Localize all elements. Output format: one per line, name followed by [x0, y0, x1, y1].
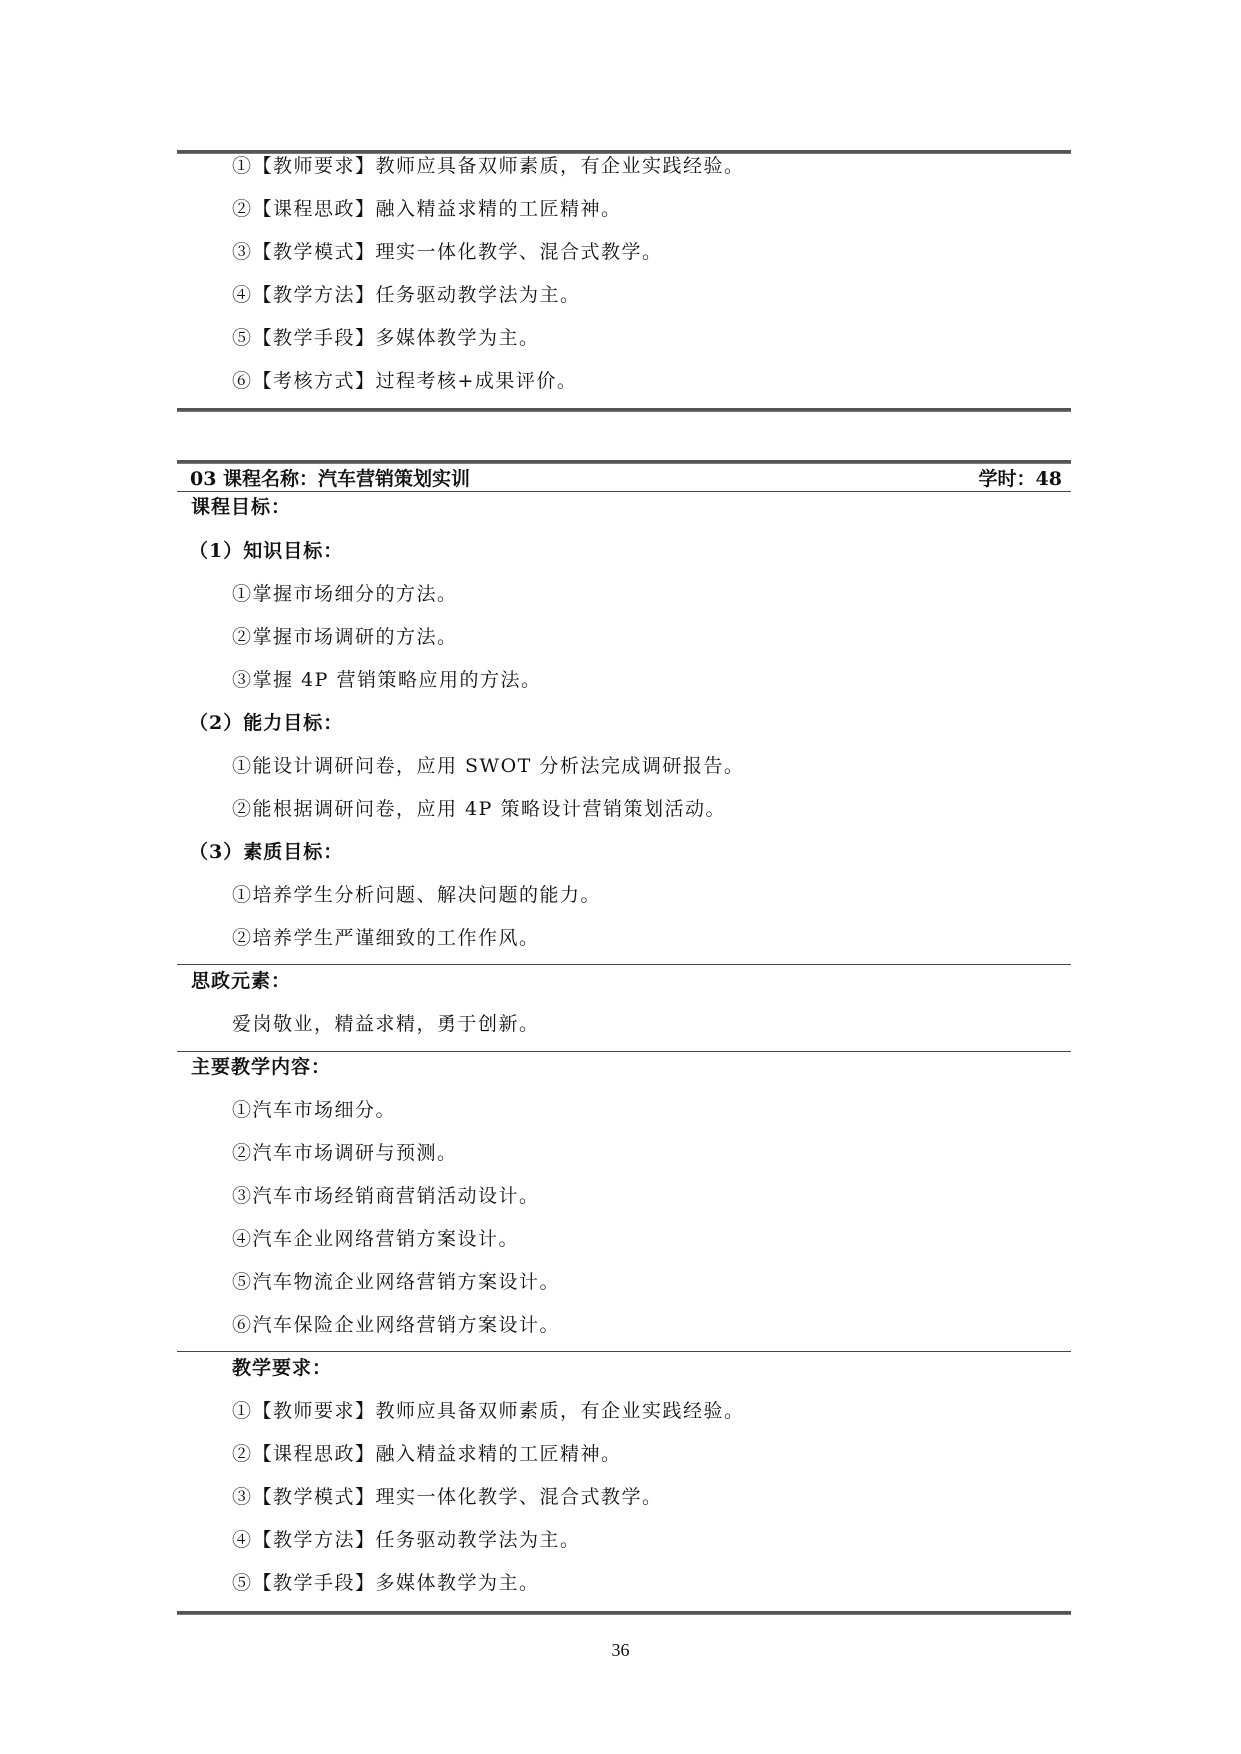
requirement-item-1: ①【教师要求】教师应具备双师素质，有企业实践经验。 — [232, 1400, 745, 1422]
top-block-bottom-rule — [177, 408, 1071, 412]
ability-label: （2）能力目标： — [189, 712, 344, 734]
ability-item-1: ①能设计调研问卷，应用 SWOT 分析法完成调研报告。 — [232, 755, 745, 777]
ideology-text: 爱岗敬业，精益求精，勇于创新。 — [232, 1013, 540, 1035]
content-item-4: ④汽车企业网络营销方案设计。 — [232, 1228, 520, 1250]
course-title: 03 课程名称：汽车营销策划实训 — [190, 468, 471, 490]
requirement-item-4: ④【教学方法】任务驱动教学法为主。 — [232, 1529, 581, 1551]
quality-item-2: ②培养学生严谨细致的工作作风。 — [232, 927, 540, 949]
content-item-1: ①汽车市场细分。 — [232, 1099, 397, 1121]
top-req-item-6: ⑥【考核方式】过程考核+成果评价。 — [232, 370, 578, 392]
requirements-label: 教学要求： — [232, 1357, 333, 1379]
knowledge-label: （1）知识目标： — [189, 540, 344, 562]
content-rule — [177, 1051, 1071, 1052]
top-req-item-3: ③【教学模式】理实一体化教学、混合式教学。 — [232, 241, 663, 263]
course-title-rule — [177, 491, 1071, 492]
top-req-item-4: ④【教学方法】任务驱动教学法为主。 — [232, 284, 581, 306]
quality-item-1: ①培养学生分析问题、解决问题的能力。 — [232, 884, 602, 906]
top-req-item-5: ⑤【教学手段】多媒体教学为主。 — [232, 327, 540, 349]
knowledge-item-3: ③掌握 4P 营销策略应用的方法。 — [232, 669, 542, 691]
content-item-2: ②汽车市场调研与预测。 — [232, 1142, 458, 1164]
content-item-3: ③汽车市场经销商营销活动设计。 — [232, 1185, 540, 1207]
ideology-rule — [177, 964, 1071, 965]
page-number: 36 — [611, 1640, 630, 1660]
knowledge-item-2: ②掌握市场调研的方法。 — [232, 626, 458, 648]
course-top-rule — [177, 460, 1071, 464]
course-title-row — [190, 466, 1062, 492]
top-req-item-1: ①【教师要求】教师应具备双师素质，有企业实践经验。 — [232, 155, 745, 177]
content-label: 主要教学内容： — [191, 1056, 332, 1078]
requirement-item-3: ③【教学模式】理实一体化教学、混合式教学。 — [232, 1486, 663, 1508]
course-hours: 学时：48 — [978, 468, 1062, 490]
quality-label: （3）素质目标： — [189, 841, 344, 863]
top-req-item-2: ②【课程思政】融入精益求精的工匠精神。 — [232, 198, 622, 220]
requirement-item-2: ②【课程思政】融入精益求精的工匠精神。 — [232, 1443, 622, 1465]
knowledge-item-1: ①掌握市场细分的方法。 — [232, 583, 458, 605]
requirements-rule — [177, 1351, 1071, 1352]
requirement-item-5: ⑤【教学手段】多媒体教学为主。 — [232, 1572, 540, 1594]
ability-item-2: ②能根据调研问卷，应用 4P 策略设计营销策划活动。 — [232, 798, 726, 820]
content-item-6: ⑥汽车保险企业网络营销方案设计。 — [232, 1314, 561, 1336]
ideology-label: 思政元素： — [191, 970, 292, 992]
objectives-label: 课程目标： — [191, 496, 292, 518]
course-bottom-rule — [177, 1611, 1071, 1615]
content-item-5: ⑤汽车物流企业网络营销方案设计。 — [232, 1271, 561, 1293]
